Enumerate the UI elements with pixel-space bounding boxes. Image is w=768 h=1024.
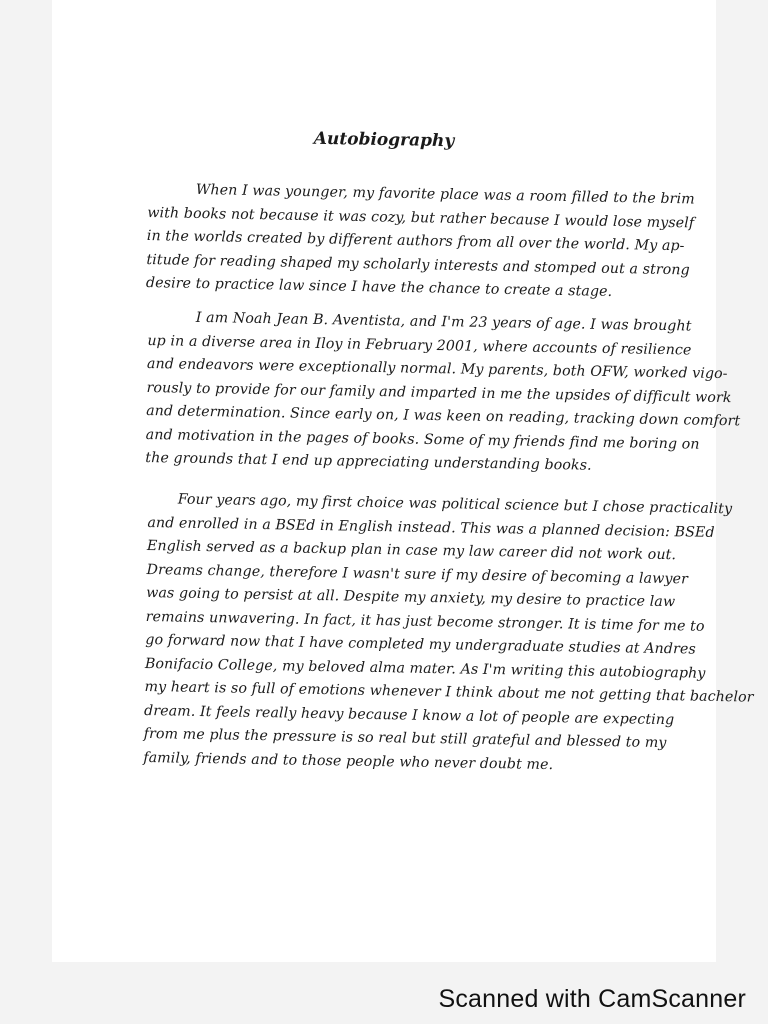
text-line: and endeavors were exceptionally normal. My parents, both OFW, worked vigo- <box>146 355 728 383</box>
paper-sheet <box>52 0 754 962</box>
text-line: up in a diverse area in Iloy in February 2001, where accounts of resilience <box>147 332 692 358</box>
document-title: Autobiography <box>313 128 455 152</box>
text-line: and enrolled in a BSEd in English instead. This was a planned decision: BSEd <box>147 514 715 541</box>
text-line: with books not because it was cozy, but rather because I would lose myself <box>147 204 695 231</box>
text-line: Four years ago, my first choice was political science but I chose practicality <box>177 491 733 518</box>
text-line: in the worlds created by different authors from all over the world. My ap- <box>146 227 685 255</box>
camscanner-watermark: Scanned with CamScanner <box>438 985 746 1013</box>
text-line: rously to provide for our family and imparted in me the upsides of difficult work <box>146 379 732 406</box>
text-line: When I was younger, my favorite place was a room filled to the brim <box>195 181 695 208</box>
text-line: I am Noah Jean B. Aventista, and I'm 23 years of age. I was brought <box>195 309 692 335</box>
paragraph-2 <box>145 306 741 481</box>
text-line: and determination. Since early on, I was keen on reading, tracking down comfort <box>146 402 741 430</box>
text-line: from me plus the pressure is so real but still grateful and blessed to my <box>143 725 667 752</box>
text-line: Dreams change, therefore I wasn't sure if my desire of becoming a lawyer <box>146 561 689 587</box>
paragraph-1 <box>146 178 713 306</box>
text-line: my heart is so full of emotions whenever I think about me not getting that bachelor <box>144 678 754 706</box>
text-line: Bonifacio College, my beloved alma mater. As I'm writing this autobiography <box>144 655 706 682</box>
paragraph-3 <box>143 488 754 780</box>
text-line: desire to practice law since I have the chance to create a stage. <box>145 274 613 300</box>
text-line: go forward now that I have completed my undergraduate studies at Andres <box>145 631 696 658</box>
text-line: remains unwavering. In fact, it has just become stronger. It is time for me to <box>145 608 705 635</box>
text-line: and motivation in the pages of books. Some of my friends find me boring on <box>145 426 700 453</box>
text-line: the grounds that I end up appreciating understanding books. <box>145 449 592 474</box>
text-line: titude for reading shaped my scholarly interests and stomped out a strong <box>146 251 690 278</box>
text-line: dream. It feels really heavy because I know a lot of people are expecting <box>143 702 675 728</box>
text-line: family, friends and to those people who never doubt me. <box>143 749 554 773</box>
text-line: was going to persist at all. Despite my anxiety, my desire to practice law <box>146 584 676 611</box>
text-line: English served as a backup plan in case my law career did not work out. <box>146 537 677 564</box>
